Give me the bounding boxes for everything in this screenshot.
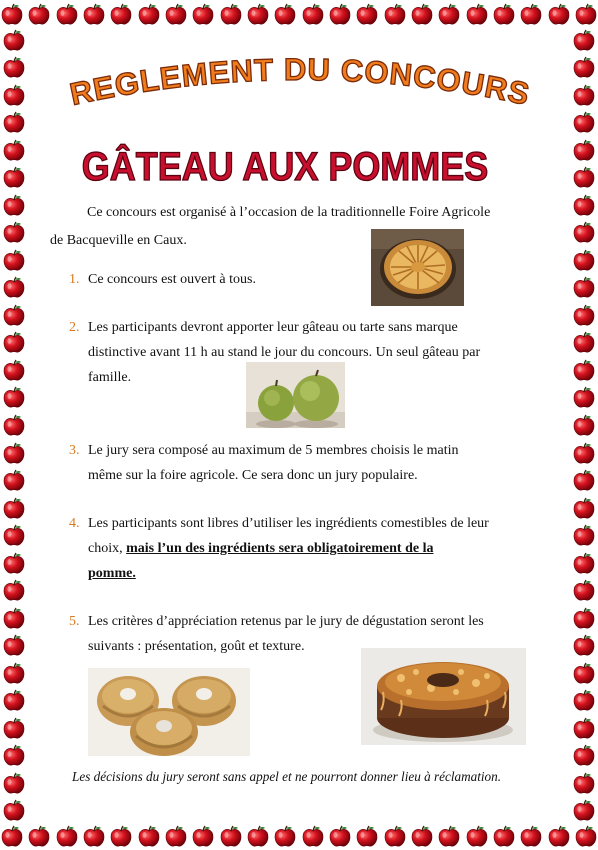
apple-icon [572,138,596,162]
apple-icon [2,743,26,767]
apple-icon [572,578,596,602]
rule-5-line-1: Les critères d’appréciation retenus par le jury de dégustation seront les [88,614,484,629]
apple-icon [191,2,215,26]
apple-icon [572,413,596,437]
apple-icon [0,2,24,26]
apple-icon [2,385,26,409]
apple-icon [328,824,352,848]
apple-icon [572,220,596,244]
apple-icon [574,2,598,26]
apple-icon [572,275,596,299]
apple-icon [55,2,79,26]
rule-2-line-2: distinctive avant 11 h au stand le jour du concours. Un seul gâteau par [88,345,481,360]
apple-icon [572,385,596,409]
apple-icon [572,523,596,547]
apple-icon [383,2,407,26]
main-title [40,50,560,120]
apple-icon [82,824,106,848]
subtitle-text: GÂTEAU AUX POMMES [81,145,489,190]
apple-icon [383,824,407,848]
apple-icon [492,2,516,26]
rule-2-number: 2. [69,320,80,335]
apple-icon [2,165,26,189]
apple-icon [191,824,215,848]
apple-icon [572,633,596,657]
rule-4-line-2-text: choix, [88,541,127,556]
apple-icon [0,824,24,848]
apple-icon [2,633,26,657]
rule-3-line-2: même sur la foire agricole. Ce sera donc un jury populaire. [88,468,418,483]
intro-line-1: Ce concours est organisé à l’occasion de la traditionnelle Foire Agricole [87,205,491,220]
apple-icon [27,2,51,26]
apple-icon [82,2,106,26]
rule-4-emphasis-1: mais l’un des ingrédients sera obligatoirement de la [126,541,434,556]
apple-icon [246,824,270,848]
apple-icon [547,824,571,848]
apple-icon [2,83,26,107]
apple-icon [109,2,133,26]
rule-4-line-1: Les participants sont libres d’utiliser les ingrédients comestibles de leur [88,516,489,531]
apple-icon [301,2,325,26]
apple-icon [2,55,26,79]
apple-bundt-cake-photo [361,648,526,745]
apple-icon [572,83,596,107]
apple-icon [219,824,243,848]
apple-icon [465,824,489,848]
apple-icon [437,2,461,26]
apple-icon [2,441,26,465]
rule-4-number: 4. [69,516,80,531]
apple-icon [572,193,596,217]
rule-3-number: 3. [69,443,80,458]
apple-icon [572,688,596,712]
apple-icon [2,606,26,630]
apple-icon [109,824,133,848]
apple-icon [572,248,596,272]
apple-icon [55,824,79,848]
apple-icon [164,2,188,26]
apple-icon [2,688,26,712]
apple-icon [572,606,596,630]
rule-4-emphasis-2: pomme. [88,566,136,581]
apple-icon [2,798,26,822]
apple-icon [27,824,51,848]
apple-icon [2,220,26,244]
apple-icon [572,661,596,685]
rule-4-line-3 [88,562,136,586]
apple-icon [465,2,489,26]
apple-icon [410,824,434,848]
apple-icon [492,824,516,848]
apple-icon [164,824,188,848]
apple-icon [572,441,596,465]
green-apples-photo [246,362,345,428]
apple-icon [2,413,26,437]
subtitle [81,134,489,190]
apple-icon [2,551,26,575]
apple-icon [547,2,571,26]
apple-icon [2,661,26,685]
apple-icon [301,824,325,848]
apple-icon [2,138,26,162]
rule-5-line-2: suivants : présentation, goût et texture. [88,639,305,654]
apple-icon [2,496,26,520]
apple-icon [410,2,434,26]
apple-icon [2,110,26,134]
apple-icon [572,358,596,382]
mini-bundt-cakes-photo [88,668,250,756]
footer-note: Les décisions du jury seront sans appel et ne pourront donner lieu à réclamation. [72,769,502,784]
apple-icon [355,824,379,848]
apple-icon [572,55,596,79]
intro-line-2: de Bacqueville en Caux. [50,233,187,248]
main-title-text: REGLEMENT DU CONCOURS [66,51,534,113]
rule-3-line-1: Le jury sera composé au maximum de 5 membres choisis le matin [88,443,459,458]
apple-icon [2,523,26,547]
apple-icon [273,2,297,26]
apple-icon [519,2,543,26]
apple-icon [572,716,596,740]
apple-icon [572,330,596,354]
apple-icon [2,303,26,327]
svg-text:REGLEMENT DU CONCOURS [67,52,533,112]
rule-2-line-1: Les participants devront apporter leur gâteau ou tarte sans marque [88,320,458,335]
rule-1-number: 1. [69,272,80,287]
apple-icon [572,165,596,189]
rule-1-line-1: Ce concours est ouvert à tous. [88,272,256,287]
apple-icon [572,468,596,492]
apple-icon [355,2,379,26]
apple-icon [572,798,596,822]
rule-2-line-3: famille. [88,370,132,385]
apple-icon [137,824,161,848]
apple-icon [572,496,596,520]
apple-icon [219,2,243,26]
apple-icon [137,2,161,26]
apple-icon [437,824,461,848]
apple-icon [2,248,26,272]
apple-tart-photo [371,229,464,306]
apple-icon [2,358,26,382]
apple-icon [572,28,596,52]
apple-icon [572,110,596,134]
apple-icon [246,2,270,26]
apple-icon [519,824,543,848]
apple-icon [328,2,352,26]
rule-5-number: 5. [69,614,80,629]
apple-icon [2,716,26,740]
apple-icon [2,771,26,795]
apple-icon [572,743,596,767]
apple-icon [2,330,26,354]
apple-icon [2,28,26,52]
rule-4-line-2 [88,537,433,561]
apple-icon [572,551,596,575]
apple-icon [574,824,598,848]
apple-icon [2,468,26,492]
apple-icon [2,193,26,217]
apple-icon [572,303,596,327]
apple-icon [2,578,26,602]
apple-icon [273,824,297,848]
apple-icon [572,771,596,795]
apple-icon [2,275,26,299]
